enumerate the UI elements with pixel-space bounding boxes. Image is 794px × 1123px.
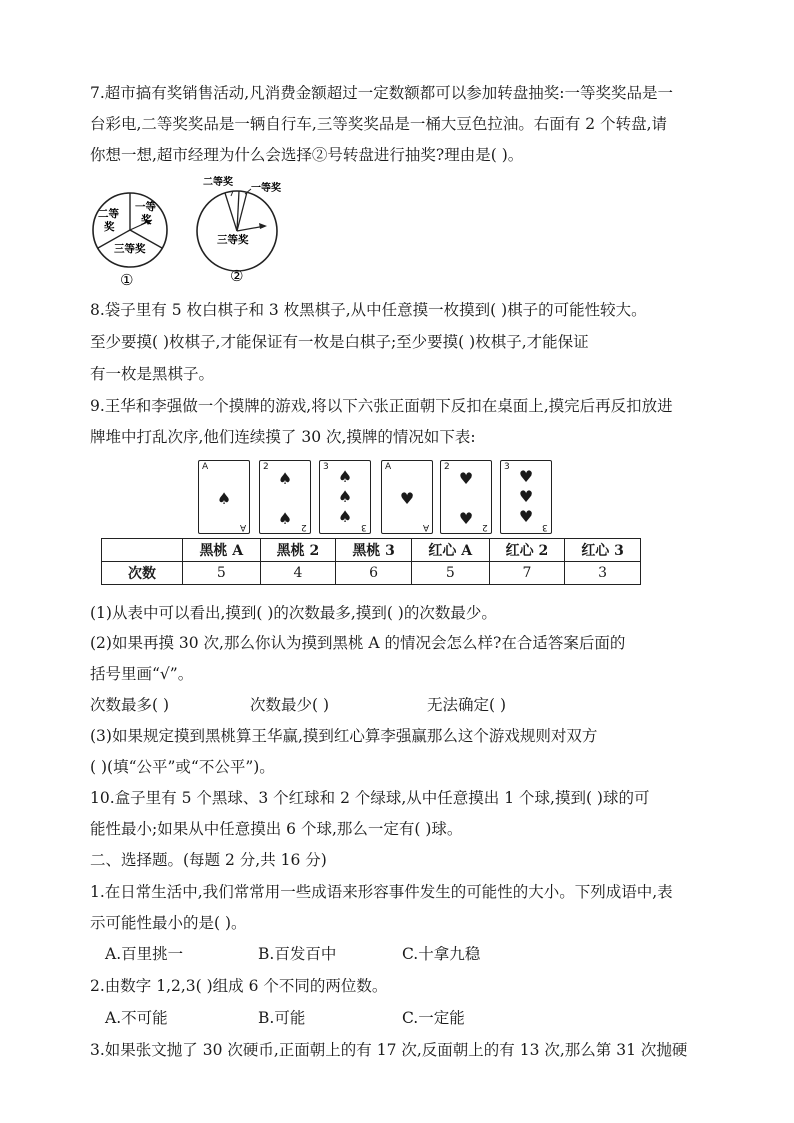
spade-icon: ♠ <box>337 507 353 526</box>
heart-icon: ♥ <box>518 487 534 506</box>
section2-title: 二、选择题。(每题 2 分,共 16 分) <box>90 851 327 869</box>
table-cell: 5 <box>183 562 261 585</box>
spade-icon: ♠ <box>277 509 293 528</box>
q8-line-1: 8.袋子里有 5 枚白棋子和 3 枚黑棋子,从中任意摸一枚摸到( )棋子的可能性较大。 <box>90 301 647 319</box>
s2-q1-line-1: 1.在日常生活中,我们常常用一些成语来形容事件发生的可能性的大小。下列成语中,表 <box>90 883 673 901</box>
q9-sub-2-line-2: 括号里画“√”。 <box>90 665 194 683</box>
q9-line-1: 9.王华和李强做一个摸牌的游戏,将以下六张正面朝下反扣在桌面上,摸完后再反扣放进 <box>90 397 673 415</box>
card-rank-label: 2 <box>444 462 450 472</box>
q9-option-most: 次数最多( ) <box>90 696 170 714</box>
q7-line-1: 7.超市搞有奖销售活动,凡消费金额超过一定数额都可以参加转盘抽奖:一等奖奖品是一 <box>90 84 673 102</box>
table-cell: 7 <box>489 562 565 585</box>
q10-line-2: 能性最小;如果从中任意摸出 6 个球,那么一定有( )球。 <box>90 820 463 838</box>
q8-line-3: 有一枚是黑棋子。 <box>90 365 215 383</box>
card-rank-label-bottom: 2 <box>482 522 488 532</box>
table-cell: 3 <box>565 562 641 585</box>
table-row-label: 次数 <box>102 562 183 585</box>
playing-cards-row <box>198 460 558 536</box>
spade-icon: ♠ <box>277 469 293 488</box>
card-rank-label: A <box>385 462 392 472</box>
spade-icon: ♠ <box>216 489 232 508</box>
table-header-cell: 黑桃 3 <box>336 539 412 562</box>
table-header-cell: 黑桃 A <box>183 539 261 562</box>
spinner-wheel-1 <box>88 190 178 290</box>
spinner-wheel-2 <box>195 174 295 286</box>
table-corner-cell <box>102 539 183 562</box>
q7-line-2: 台彩电,二等奖奖品是一辆自行车,三等奖奖品是一桶大豆色拉油。右面有 2 个转盘,请 <box>90 115 667 133</box>
heart-icon: ♥ <box>399 489 415 508</box>
card-rank-label-bottom: 2 <box>301 522 307 532</box>
wheel1-caption: ① <box>120 271 134 289</box>
card-rank-label: A <box>202 462 209 472</box>
playing-card <box>198 460 250 534</box>
s2-q2-option-c: C.一定能 <box>402 1009 465 1027</box>
card-rank-label-bottom: 3 <box>542 522 548 532</box>
wheel1-third-prize-label: 三等奖 <box>114 243 146 255</box>
s2-q1-option-b: B.百发百中 <box>258 945 337 963</box>
q9-sub-3-line-2: ( )(填“公平”或“不公平”)。 <box>90 758 275 776</box>
playing-card <box>500 460 552 534</box>
playing-card <box>440 460 492 534</box>
draw-frequency-table <box>101 538 641 585</box>
wheel1-second-prize-label: 二等奖 <box>98 208 119 233</box>
spade-icon: ♠ <box>337 487 353 506</box>
table-header-cell: 黑桃 2 <box>260 539 336 562</box>
table-header-row <box>102 539 641 562</box>
wheel2-second-prize-label: 二等奖 <box>203 177 233 188</box>
heart-icon: ♥ <box>458 469 474 488</box>
table-cell: 5 <box>411 562 489 585</box>
q9-sub-1: (1)从表中可以看出,摸到( )的次数最多,摸到( )的次数最少。 <box>90 604 497 622</box>
wheel2-first-prize-label: 一等奖 <box>251 183 281 194</box>
heart-icon: ♥ <box>458 509 474 528</box>
playing-card <box>259 460 311 534</box>
card-rank-label: 3 <box>504 462 510 472</box>
s2-q1-option-c: C.十拿九稳 <box>402 945 481 963</box>
wheel1-first-prize-label: 一等奖 <box>135 201 156 226</box>
table-header-cell: 红心 A <box>411 539 489 562</box>
table-cell: 6 <box>336 562 412 585</box>
s2-q1-option-a: A.百里挑一 <box>105 945 184 963</box>
q9-sub-2-line-1: (2)如果再摸 30 次,那么你认为摸到黑桃 A 的情况会怎么样?在合适答案后面的 <box>90 634 626 652</box>
table-row <box>102 562 641 585</box>
q10-line-1: 10.盒子里有 5 个黑球、3 个红球和 2 个绿球,从中任意摸出 1 个球,摸到( )球的可 <box>90 789 650 807</box>
card-rank-label-bottom: A <box>239 522 246 532</box>
q9-line-2: 牌堆中打乱次序,他们连续摸了 30 次,摸牌的情况如下表: <box>90 428 476 446</box>
q7-line-3: 你想一想,超市经理为什么会选择②号转盘进行抽奖?理由是( )。 <box>90 146 524 164</box>
s2-q3-line-1: 3.如果张文抛了 30 次硬币,正面朝上的有 17 次,反面朝上的有 13 次,那么第 31 次抛硬 <box>90 1041 688 1059</box>
card-rank-label: 3 <box>323 462 329 472</box>
card-rank-label-bottom: A <box>422 522 429 532</box>
wheel2-caption: ② <box>230 267 244 285</box>
s2-q2-option-a: A.不可能 <box>105 1009 168 1027</box>
q9-option-least: 次数最少( ) <box>250 696 330 714</box>
q9-option-uncertain: 无法确定( ) <box>427 696 507 714</box>
wheel2-third-prize-label: 三等奖 <box>217 234 249 246</box>
heart-icon: ♥ <box>518 507 534 526</box>
s2-q2-option-b: B.可能 <box>258 1009 306 1027</box>
card-rank-label: 2 <box>263 462 269 472</box>
card-rank-label-bottom: 3 <box>361 522 367 532</box>
q8-line-2: 至少要摸( )枚棋子,才能保证有一枚是白棋子;至少要摸( )枚棋子,才能保证 <box>90 333 589 351</box>
playing-card <box>319 460 371 534</box>
playing-card <box>381 460 433 534</box>
heart-icon: ♥ <box>518 467 534 486</box>
table-header-cell: 红心 3 <box>565 539 641 562</box>
q9-sub-3-line-1: (3)如果规定摸到黑桃算王华赢,摸到红心算李强赢那么这个游戏规则对双方 <box>90 727 598 745</box>
table-header-cell: 红心 2 <box>489 539 565 562</box>
table-cell: 4 <box>260 562 336 585</box>
spade-icon: ♠ <box>337 467 353 486</box>
s2-q1-line-2: 示可能性最小的是( )。 <box>90 914 247 932</box>
s2-q2-line-1: 2.由数字 1,2,3( )组成 6 个不同的两位数。 <box>90 977 388 995</box>
